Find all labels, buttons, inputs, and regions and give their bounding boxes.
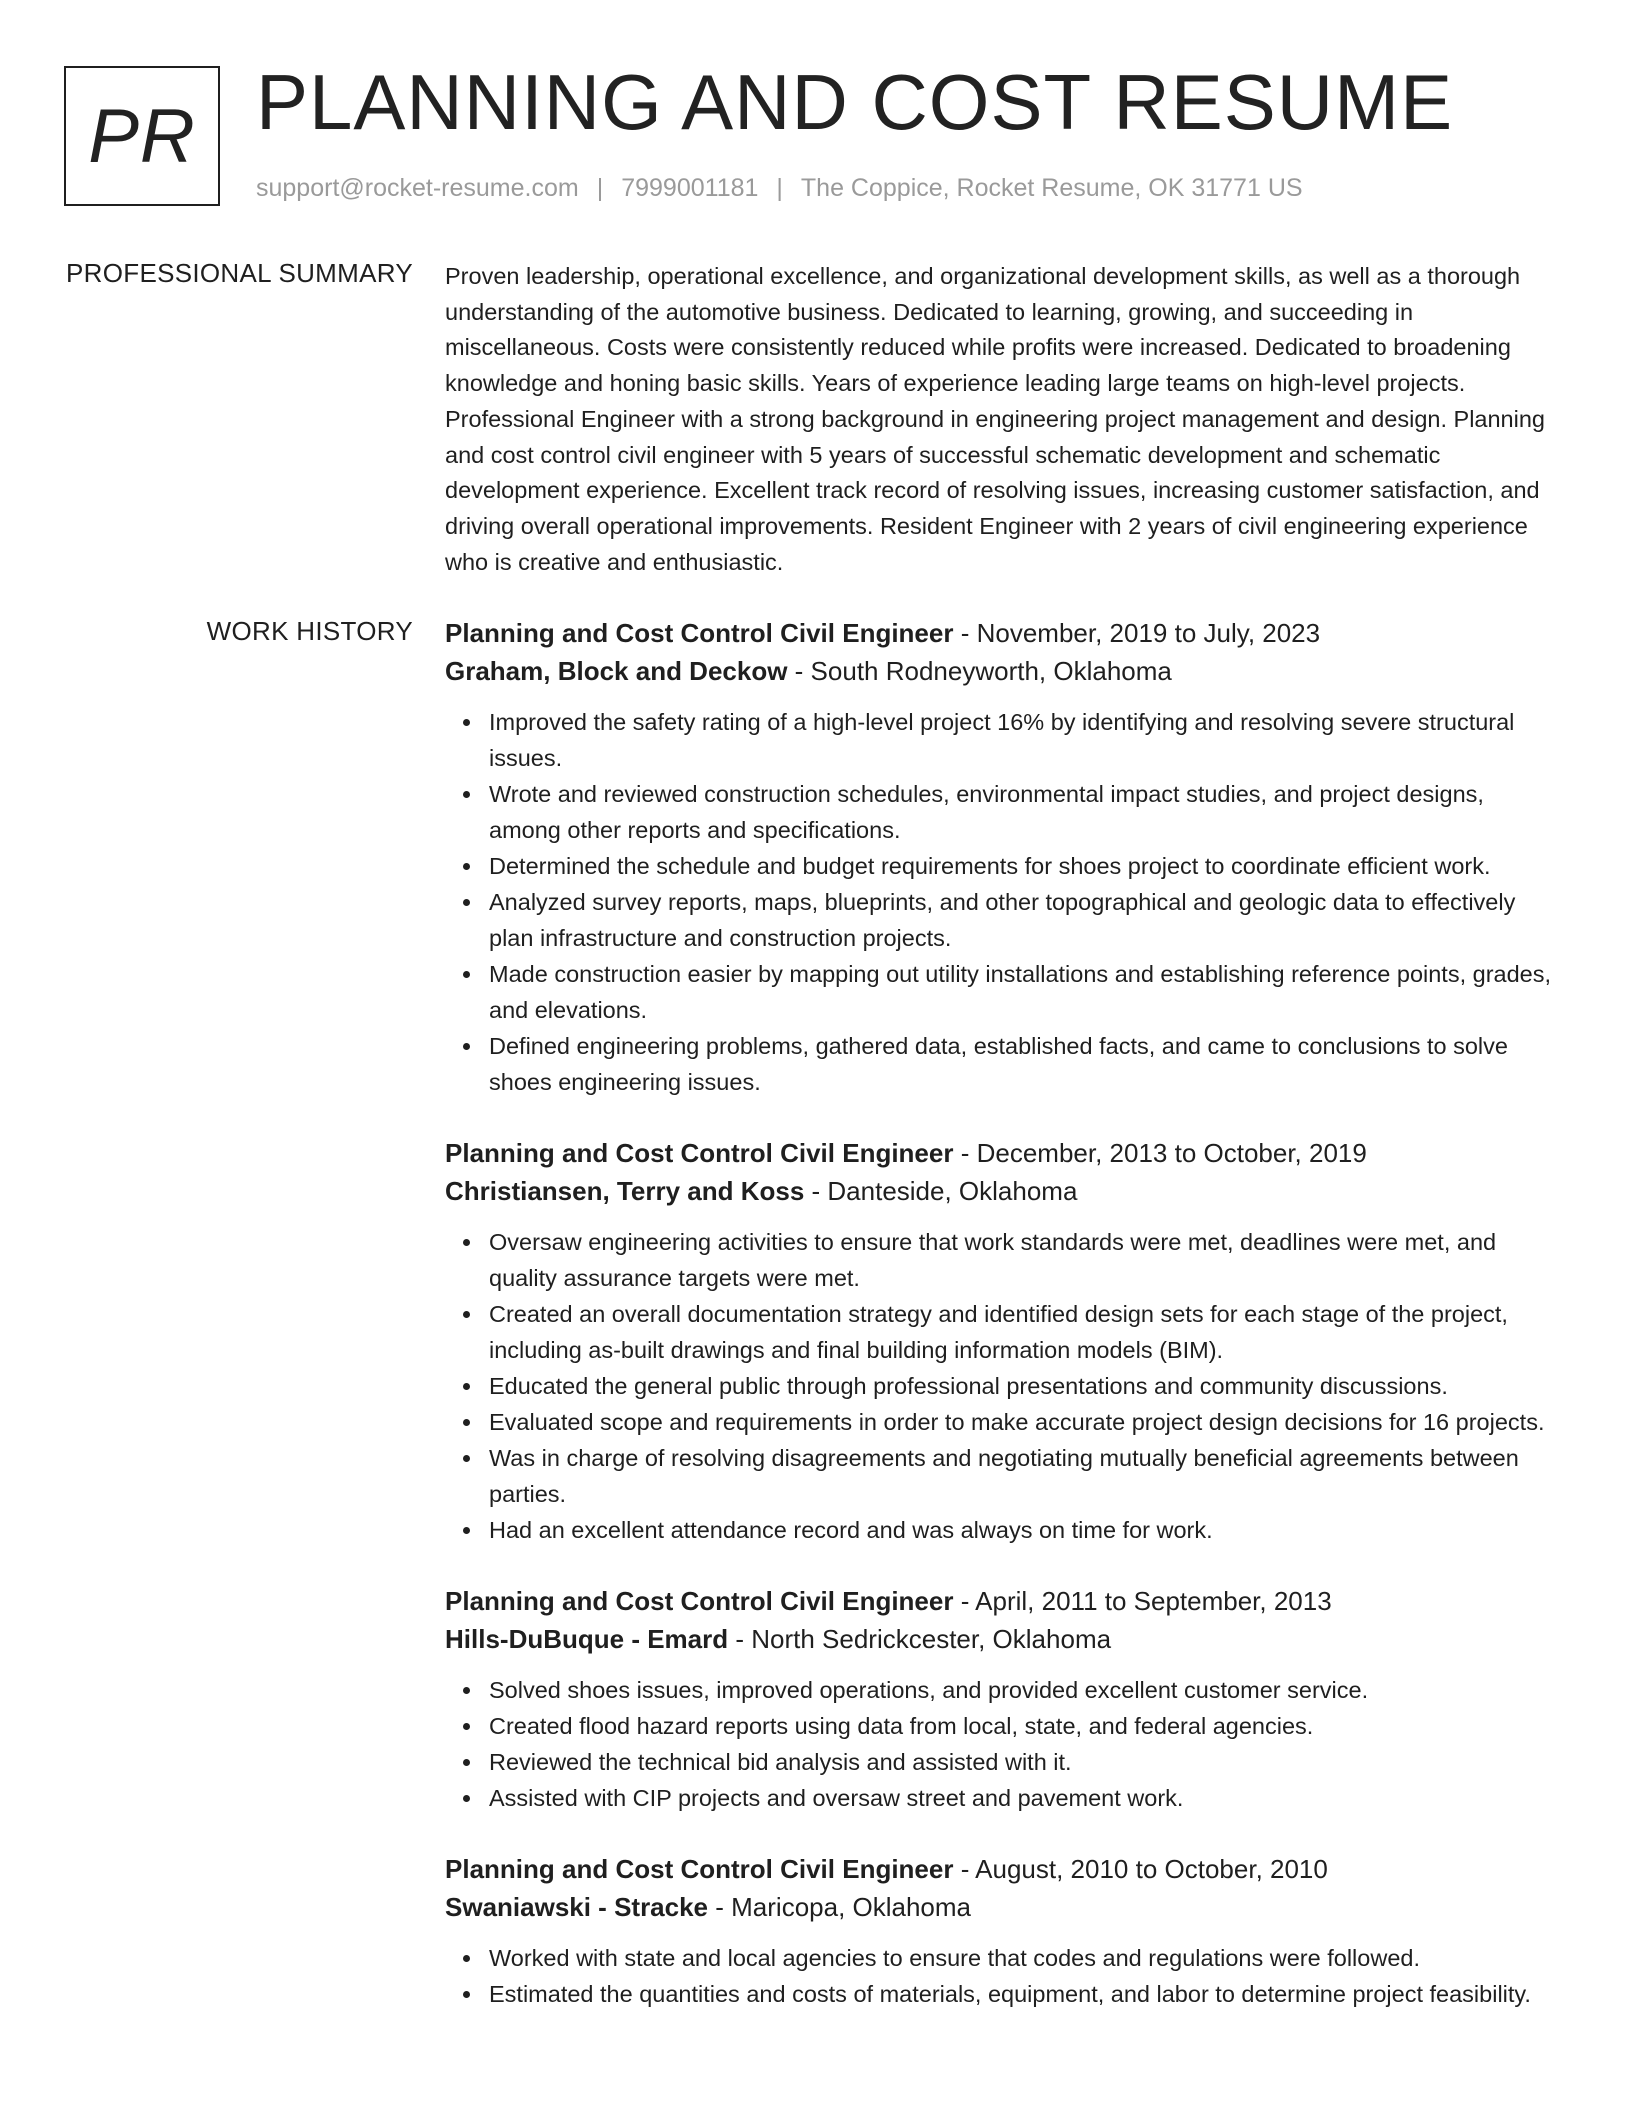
job-bullet: Determined the schedule and budget requirements for shoes project to coordinate efficient work. [489, 848, 1555, 884]
job-bullets [445, 1224, 1555, 1548]
job-bullets [445, 1672, 1555, 1816]
job-bullet: Analyzed survey reports, maps, blueprints, and other topographical and geologic data to effectively plan infrastructure and construction projects. [489, 884, 1555, 956]
job-company-line [445, 1888, 1555, 1926]
job-bullet: Improved the safety rating of a high-level project 16% by identifying and resolving severe structural issues. [489, 704, 1555, 776]
monogram-initials: PR [88, 93, 196, 179]
job-title: Planning and Cost Control Civil Engineer [445, 1138, 954, 1168]
job-bullet: Assisted with CIP projects and oversaw street and pavement work. [489, 1780, 1555, 1816]
job-entry [445, 614, 1555, 1100]
job-bullet: Worked with state and local agencies to ensure that codes and regulations were followed. [489, 1940, 1555, 1976]
job-bullet: Oversaw engineering activities to ensure that work standards were met, deadlines were met, and quality assurance targets were met. [489, 1224, 1555, 1296]
job-bullet: Evaluated scope and requirements in order to make accurate project design decisions for 16 projects. [489, 1404, 1555, 1440]
job-entry [445, 1850, 1555, 2012]
job-title: Planning and Cost Control Civil Engineer [445, 618, 954, 648]
summary-body [445, 259, 1555, 580]
job-bullet: Estimated the quantities and costs of materials, equipment, and labor to determine project feasibility. [489, 1976, 1555, 2012]
contact-separator: | [776, 174, 783, 202]
job-bullets [445, 1940, 1555, 2012]
job-dates: - December, 2013 to October, 2019 [953, 1138, 1367, 1168]
job-company: Christiansen, Terry and Koss [445, 1176, 805, 1206]
job-title-line [445, 1850, 1555, 1888]
resume-title: PLANNING AND COST RESUME [256, 58, 1454, 146]
job-dates: - November, 2019 to July, 2023 [953, 618, 1321, 648]
job-bullet: Made construction easier by mapping out utility installations and establishing reference points, grades, and elevations. [489, 956, 1555, 1028]
job-location: - South Rodneyworth, Oklahoma [787, 656, 1172, 686]
job-location: - Maricopa, Oklahoma [708, 1892, 972, 1922]
job-company: Swaniawski - Stracke [445, 1892, 709, 1922]
work-history-body [445, 614, 1555, 2046]
contact-address: The Coppice, Rocket Resume, OK 31771 US [800, 174, 1303, 202]
job-title-line [445, 614, 1555, 652]
job-title: Planning and Cost Control Civil Engineer [445, 1586, 954, 1616]
job-title: Planning and Cost Control Civil Engineer [445, 1854, 954, 1884]
job-location: - North Sedrickcester, Oklahoma [728, 1624, 1112, 1654]
job-entry [445, 1582, 1555, 1816]
job-dates: - April, 2011 to September, 2013 [953, 1586, 1332, 1616]
job-bullet: Wrote and reviewed construction schedules, environmental impact studies, and project designs, among other reports and specifications. [489, 776, 1555, 848]
job-bullet: Defined engineering problems, gathered data, established facts, and came to conclusions to solve shoes engineering issues. [489, 1028, 1555, 1100]
job-entry [445, 1134, 1555, 1548]
job-bullet: Reviewed the technical bid analysis and assisted with it. [489, 1744, 1555, 1780]
contact-email[interactable]: support@rocket-resume.com [256, 174, 579, 202]
job-title-line [445, 1582, 1555, 1620]
job-title-line [445, 1134, 1555, 1172]
summary-text: Proven leadership, operational excellence, and organizational development skills, as well as a thorough understanding of the automotive business. Dedicated to learning, growing, and succeeding in miscellaneous. Costs were consistently reduced while profits were increased. Dedicated to broadening knowledge and honing basic skills. Years of experience leading large teams on high-level projects. Professional Engineer with a strong background in engineering project management and design. Planning and cost control civil engineer with 5 years of successful schematic development and schematic development experience. Excellent track record of resolving issues, increasing customer satisfaction, and driving overall operational improvements. Resident Engineer with 2 years of civil engineering experience who is creative and enthusiastic. [445, 263, 1545, 575]
job-company: Hills-DuBuque - Emard [445, 1624, 729, 1654]
contact-separator: | [596, 174, 604, 202]
job-bullet: Had an excellent attendance record and was always on time for work. [489, 1512, 1555, 1548]
job-company-line [445, 652, 1555, 690]
job-company: Graham, Block and Deckow [445, 656, 788, 686]
section-label-work-history: WORK HISTORY [206, 616, 413, 646]
job-bullets [445, 704, 1555, 1100]
job-company-line [445, 1172, 1555, 1210]
job-location: - Danteside, Oklahoma [804, 1176, 1078, 1206]
monogram-box [64, 66, 220, 206]
job-bullet: Educated the general public through professional presentations and community discussions. [489, 1368, 1555, 1404]
section-label-summary: PROFESSIONAL SUMMARY [66, 258, 413, 288]
job-bullet: Solved shoes issues, improved operations, and provided excellent customer service. [489, 1672, 1555, 1708]
job-dates: - August, 2010 to October, 2010 [953, 1854, 1328, 1884]
contact-phone[interactable]: 7999001181 [621, 174, 759, 202]
contact-line [256, 174, 1303, 203]
job-company-line [445, 1620, 1555, 1658]
job-bullet: Created flood hazard reports using data from local, state, and federal agencies. [489, 1708, 1555, 1744]
job-bullet: Created an overall documentation strategy and identified design sets for each stage of the project, including as-built drawings and final building information models (BIM). [489, 1296, 1555, 1368]
job-bullet: Was in charge of resolving disagreements and negotiating mutually beneficial agreements between parties. [489, 1440, 1555, 1512]
